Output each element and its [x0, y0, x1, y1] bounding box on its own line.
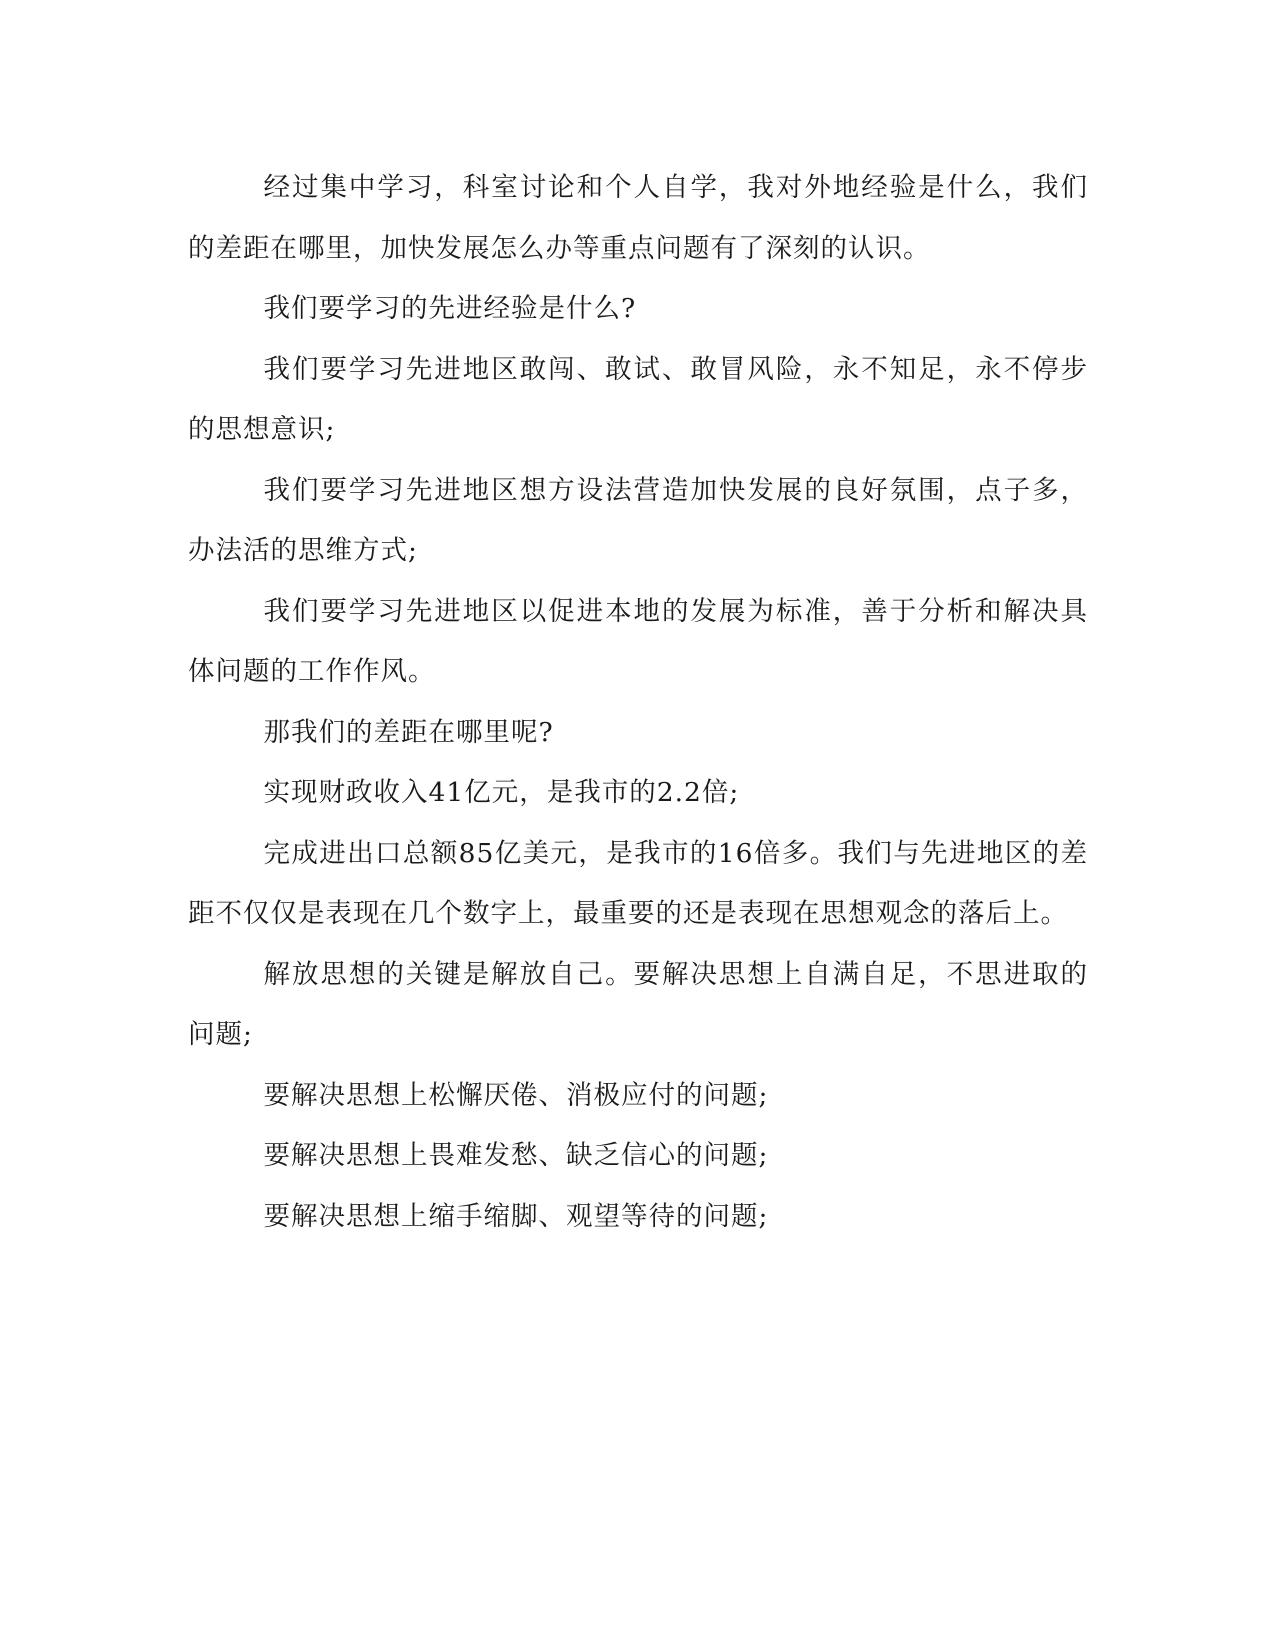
- paragraph-7: 实现财政收入41亿元，是我市的2.2倍;: [263, 777, 740, 808]
- document-body: [188, 158, 1088, 1247]
- paragraph-12: 要解决思想上缩手缩脚、观望等待的问题;: [263, 1200, 769, 1232]
- paragraph-4: 我们要学习先进地区想方设法营造加快发展的良好氛围，点子多，办法活的思维方式;: [188, 474, 1088, 566]
- paragraph-6: 那我们的差距在哪里呢?: [263, 716, 554, 748]
- paragraph-5: 我们要学习先进地区以促进本地的发展为标准，善于分析和解决具体问题的工作作风。: [188, 595, 1088, 687]
- paragraph-11: 要解决思想上畏难发愁、缺乏信心的问题;: [263, 1140, 769, 1171]
- paragraph-8: 完成进出口总额85亿美元，是我市的16倍多。我们与先进地区的差距不仅仅是表现在几个数字上，最重要的还是表现在思想观念的落后上。: [188, 837, 1088, 929]
- paragraph-9: 解放思想的关键是解放自己。要解决思想上自满自足，不思进取的问题;: [188, 958, 1088, 1050]
- paragraph-2: 我们要学习的先进经验是什么?: [263, 293, 637, 324]
- paragraph-3: 我们要学习先进地区敢闯、敢试、敢冒风险，永不知足，永不停步的思想意识;: [188, 353, 1088, 445]
- paragraph-10: 要解决思想上松懈厌倦、消极应付的问题;: [263, 1079, 769, 1111]
- paragraph-1: 经过集中学习，科室讨论和个人自学，我对外地经验是什么，我们的差距在哪里，加快发展怎么办等重点问题有了深刻的认识。: [188, 172, 1088, 264]
